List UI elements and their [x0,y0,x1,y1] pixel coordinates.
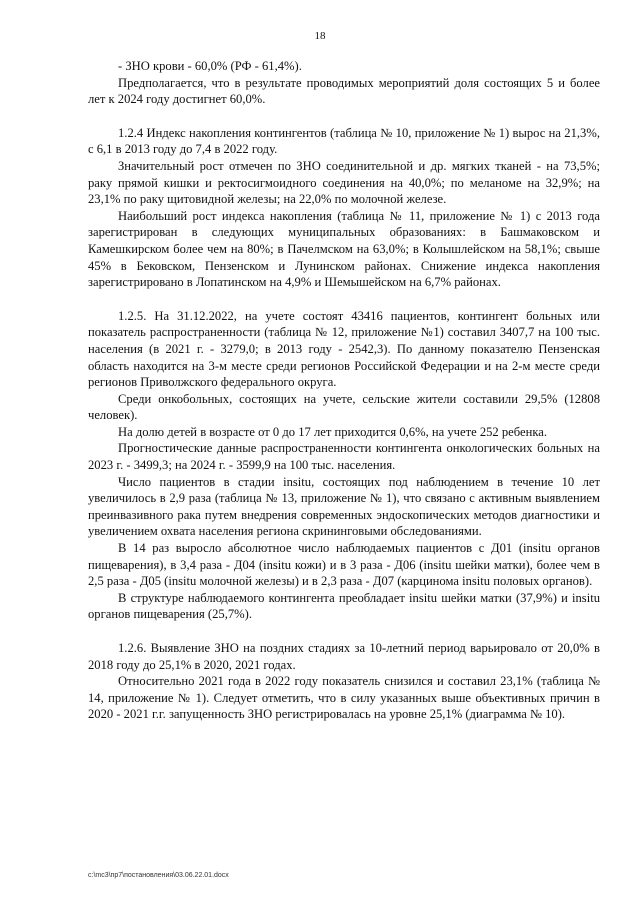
document-body [88,58,600,723]
paragraph-2022-indicator: Относительно 2021 года в 2022 году показатель снизился и составил 23,1% (таблица № 14, приложение № 1). Следует отметить, что в силу указанных выше объективных причин в 2020 - 2021 г.г. запущенность ЗНО регистрировалась на уровне 25,1% (диаграмма № 10). [88,674,600,722]
paragraph-forecast-share: Предполагается, что в результате проводимых мероприятий доля состоящих 5 и более лет к 2024 году достигнет 60,0%. [88,75,600,107]
page-number: 18 [314,30,326,42]
paragraph-rural-residents: Среди онкобольных, состоящих на учете, сельские жители составили 29,5% (12808 человек). [88,391,600,423]
paragraph-blood-zno: - ЗНО крови - 60,0% (РФ - 61,4%). [118,59,302,73]
footer-file-path: c:\mc3\пр7\постановления\03.06.22.01.docx [88,872,229,879]
paragraph-1-2-4: 1.2.4 Индекс накопления контингентов (таблица № 10, приложение № 1) вырос на 21,3%, с 6,1 в 2013 году до 7,4 в 2022 году. [88,125,600,157]
paragraph-1-2-6: 1.2.6. Выявление ЗНО на поздних стадиях за 10-летний период варьировало от 20,0% в 2018 году до 25,1% в 2020, 2021 годах. [88,641,600,672]
paragraph-insitu-details: В 14 раз выросло абсолютное число наблюдаемых пациентов с Д01 (insitu органов пищеварения), в 3,4 раза - Д04 (insitu кожи) и в 3 раза - Д06 (insitu шейки матки), более чем в 2,5 раза - Д05 (insitu молочной железы) и в 2,3 раза - Д07 (карцинома insitu половых органов). [88,541,600,589]
paragraph-largest-growth: Наибольший рост индекса накопления (таблица № 11, приложение № 1) с 2013 года зарегистрирован в следующих муниципальных образованиях: в Башмаковском и Камешкирском более чем на 80%; в Пачелмском на 63,0%; в Колышлейском на 58,1%; свыше 45% в Бековском, Пензенском и Лунинском районах. Снижение индекса накопления зарегистрировано в Лопатинском на 4,9% и Шемышейском на 6,7% районах. [88,208,600,290]
paragraph-insitu-structure: В структуре наблюдаемого контингента преобладает insitu шейки матки (37,9%) и insitu органов пищеварения (25,7%). [88,590,600,622]
paragraph-children-share: На долю детей в возрасте от 0 до 17 лет приходится 0,6%, на учете 252 ребенка. [118,424,547,439]
paragraph-insitu-growth: Число пациентов в стадии insitu, состоящих под наблюдением в течение 10 лет увеличилось в 2,9 раза (таблица № 13, приложение № 1), что связано с активным выявлением преинвазивного рака путем внедрения современных эндоскопических методов диагностики и увеличением охвата населения региона скрининговыми обследованиями. [88,474,600,539]
paragraph-1-2-5: 1.2.5. На 31.12.2022, на учете состоят 43416 пациентов, контингент больных или показатель распространенности (таблица № 12, приложение №1) составил 3407,7 на 100 тыс. населения (в 2021 г. - 3279,0; в 2013 году - 2542,3). По данному показателю Пензенская область находится на 3-м месте среди регионов Российской Федерации и на 2-м месте среди регионов Приволжского федерального округа. [88,308,600,390]
paragraph-prognosis: Прогностические данные распространенности контингента онкологических больных на 2023 г. - 3499,3; на 2024 г. - 3599,9 на 100 тыс. населения. [88,441,600,473]
paragraph-significant-growth: Значительный рост отмечен по ЗНО соединительной и др. мягких тканей - на 73,5%; раку прямой кишки и ректосигмоидного соединения на 40,0%; по меланоме на 32,9%; на 23,1% по раку щитовидной железы; на 22,0% по молочной железе. [88,158,600,207]
